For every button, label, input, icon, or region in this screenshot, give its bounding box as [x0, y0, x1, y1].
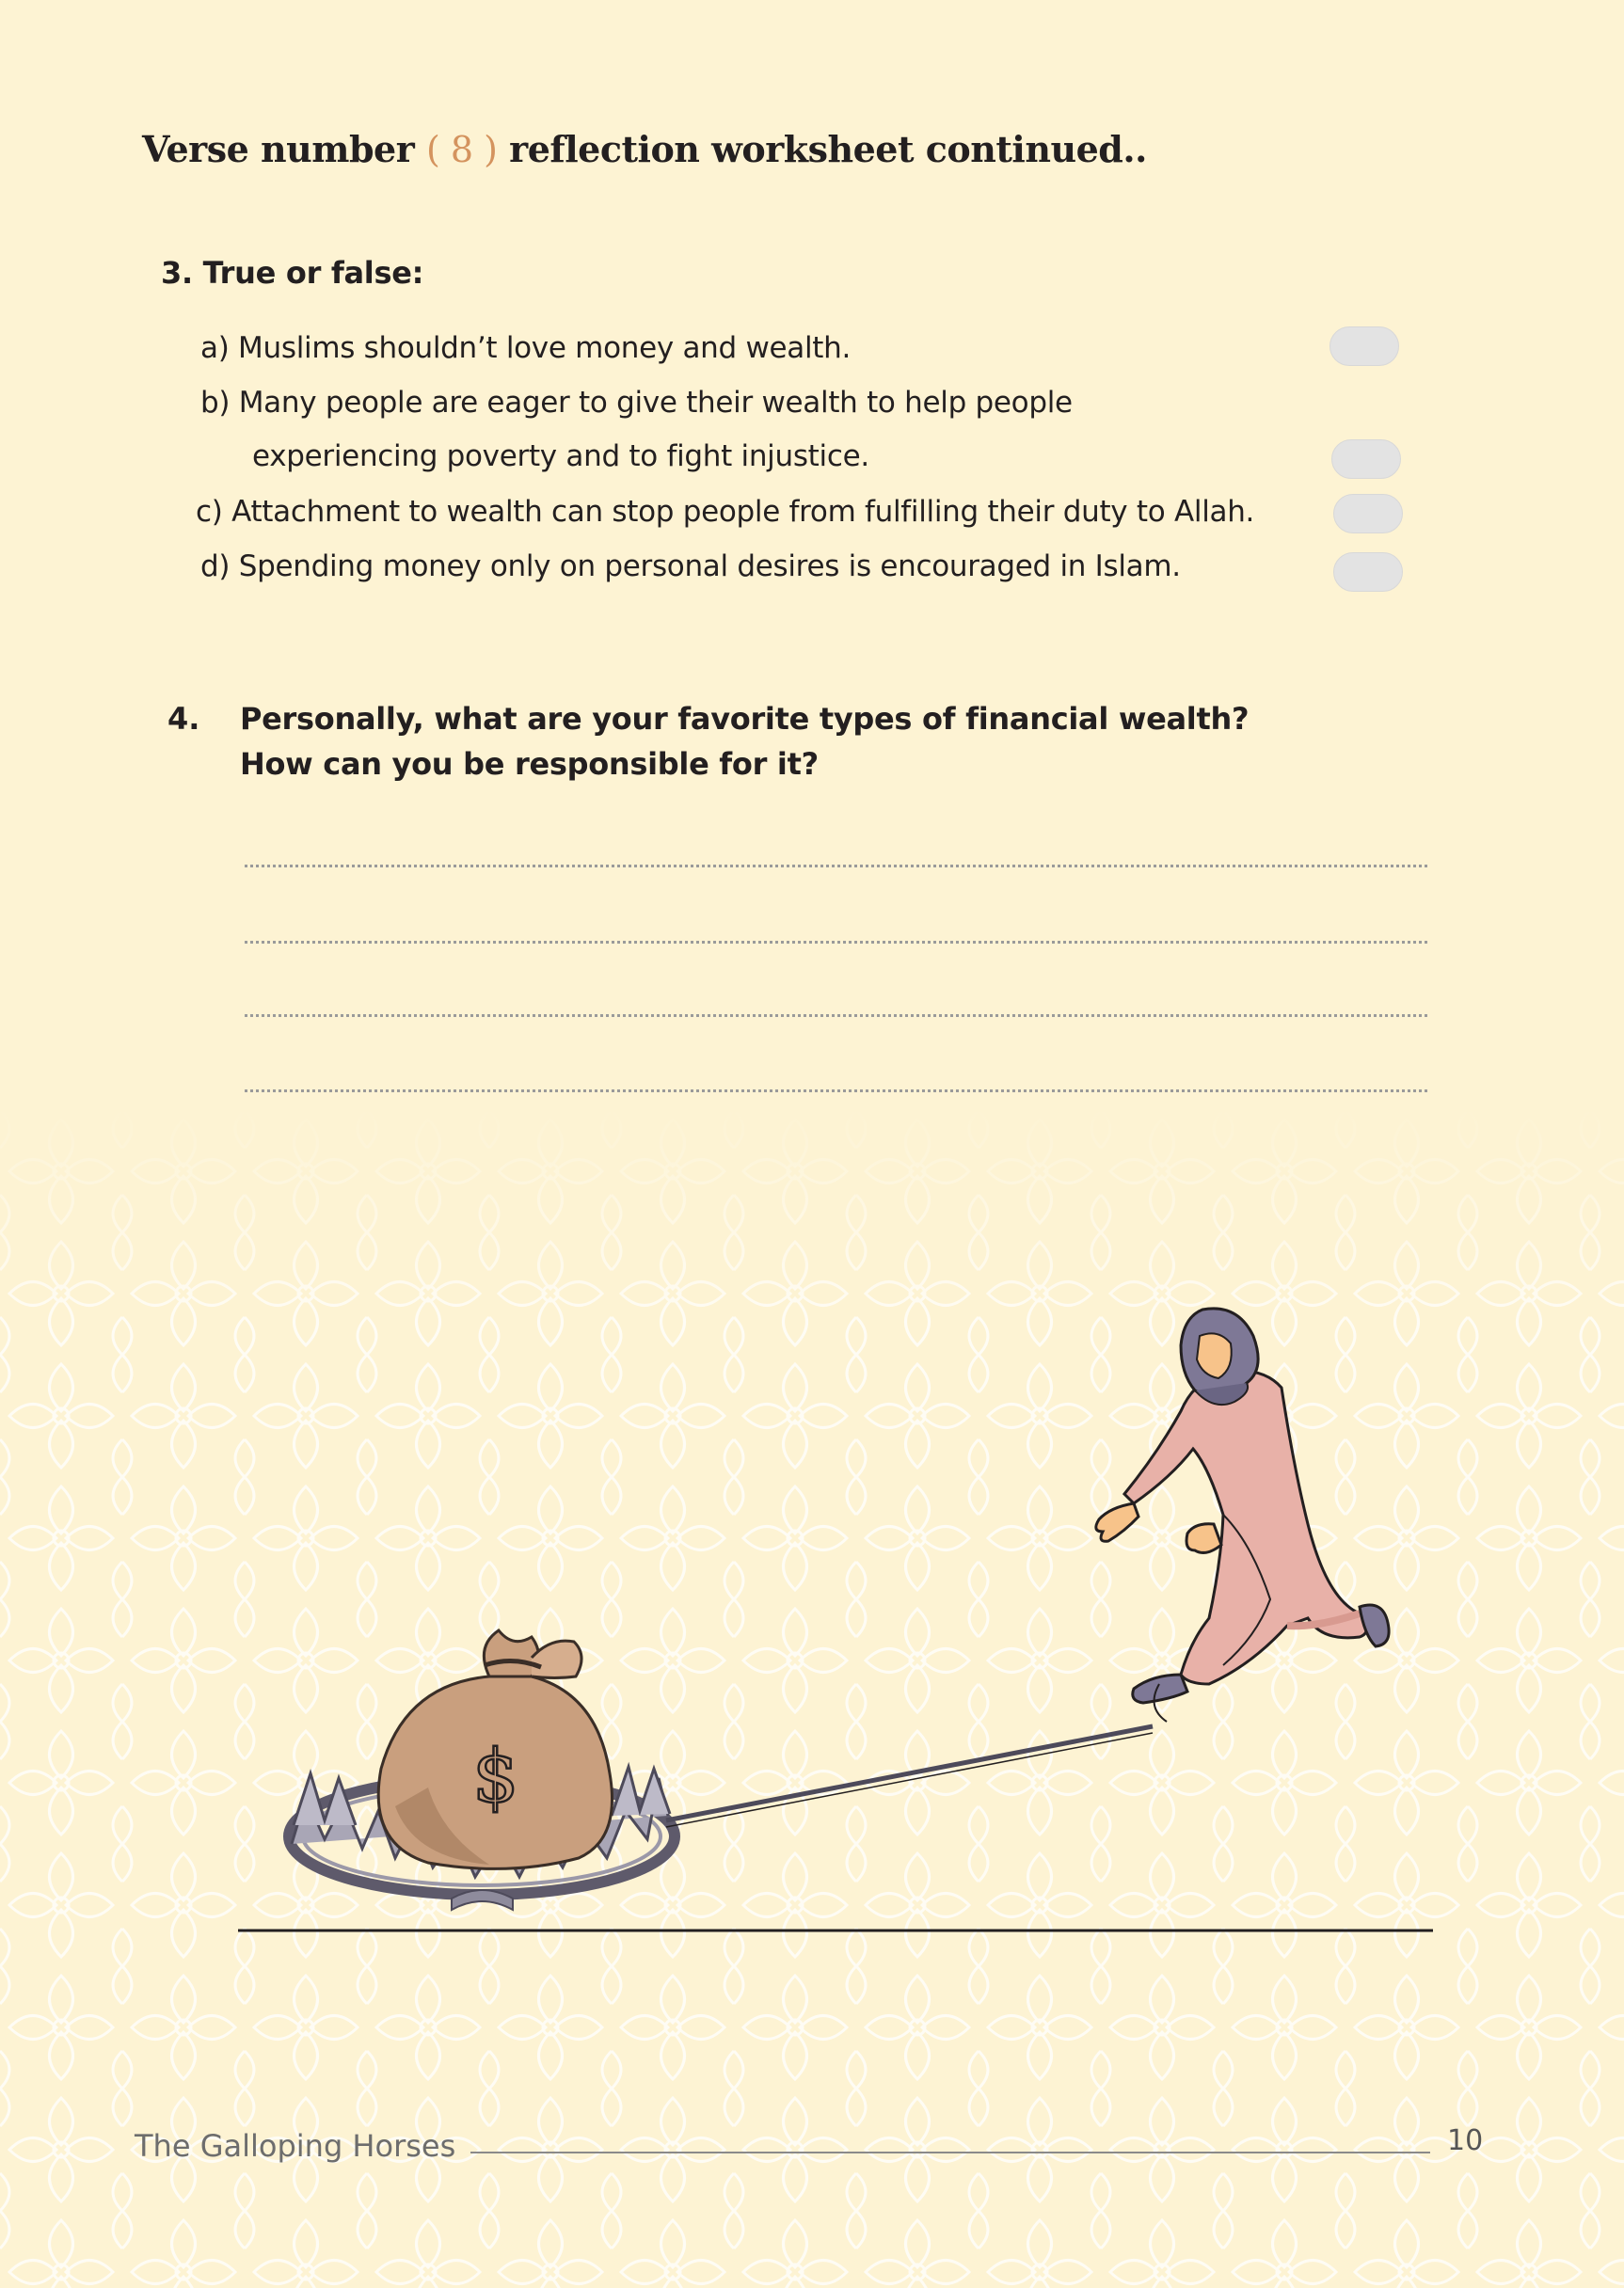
title-prefix: Verse number [142, 128, 426, 170]
footer-book-title: The Galloping Horses [135, 2128, 456, 2164]
statement-d: d) Spending money only on personal desires is encouraged in Islam. [200, 549, 1181, 583]
money-bag-icon [378, 1630, 612, 1868]
page-number: 10 [1447, 2124, 1484, 2157]
title-suffix: reflection worksheet continued.. [497, 128, 1147, 170]
question-3-heading: 3. True or false: [161, 255, 424, 291]
running-woman-icon [1096, 1309, 1389, 1722]
statement-c: c) Attachment to wealth can stop people from fulfilling their duty to Allah. [196, 495, 1255, 529]
verse-number: ( 8 ) [425, 129, 498, 170]
statement-b-continuation: experiencing poverty and to fight injustice. [252, 439, 869, 473]
trap-chain [666, 1726, 1153, 1820]
question-4-number: 4. [167, 701, 200, 737]
question-4-line-1: Personally, what are your favorite types of financial wealth? [240, 701, 1250, 737]
statement-a: a) Muslims shouldn’t love money and wealth. [200, 331, 852, 365]
footer-rule [470, 2152, 1430, 2153]
statement-b: b) Many people are eager to give their wealth to help people [200, 386, 1073, 420]
question-4-line-2: How can you be responsible for it? [240, 746, 819, 782]
dollar-sign: $ [472, 1735, 519, 1819]
